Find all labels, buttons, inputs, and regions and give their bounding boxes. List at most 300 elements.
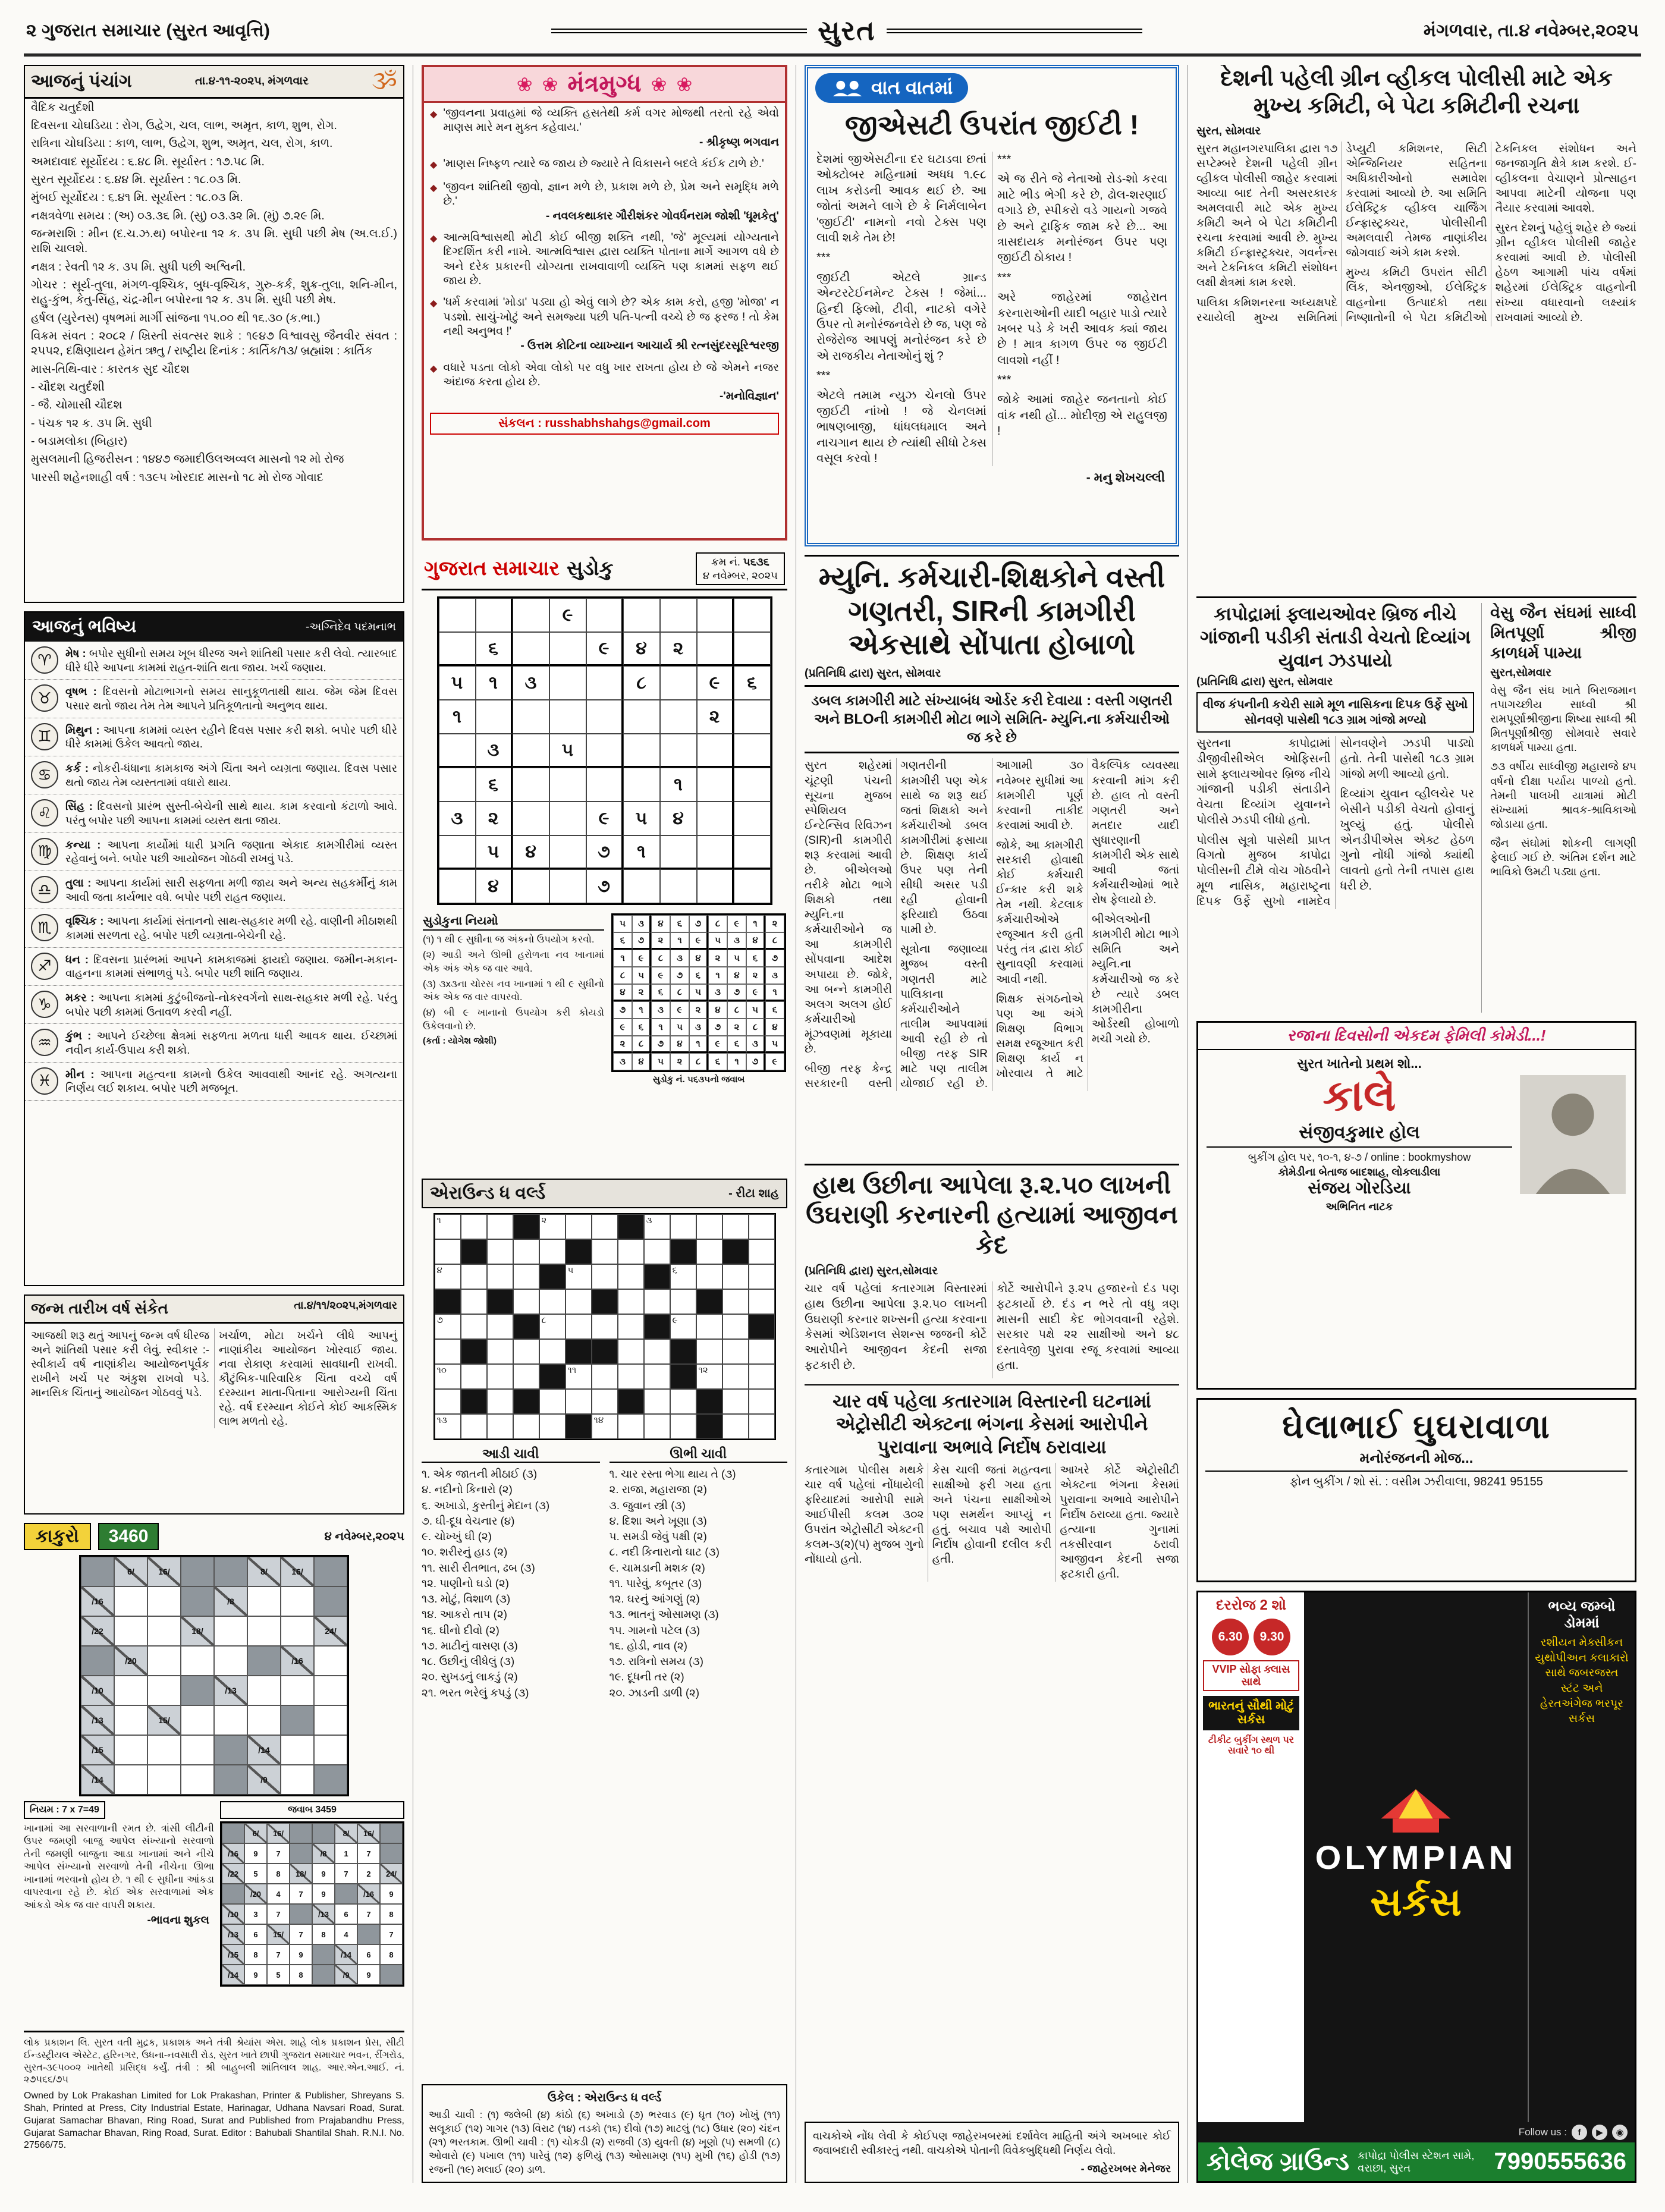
- crossword-cell[interactable]: [435, 1389, 461, 1414]
- circus-center: [1309, 1592, 1523, 2122]
- crossword-cell[interactable]: [539, 1239, 566, 1264]
- crossword-cell[interactable]: [644, 1314, 670, 1339]
- kakuro-cell[interactable]: [314, 1646, 347, 1676]
- kakuro-cell[interactable]: [147, 1765, 181, 1795]
- crossword-cell[interactable]: [513, 1389, 539, 1414]
- sudoku-cell[interactable]: [549, 666, 586, 700]
- sudoku-cell[interactable]: [734, 632, 771, 666]
- sudoku-cell[interactable]: [660, 835, 697, 869]
- crossword-cell[interactable]: ૨: [539, 1214, 566, 1239]
- crossword-cell[interactable]: [566, 1289, 592, 1314]
- byline-dateline: સુરત, સોમવાર: [1268, 675, 1333, 689]
- crossword-cell[interactable]: [618, 1264, 644, 1289]
- crossword-cell[interactable]: [670, 1239, 696, 1264]
- kakuro-cell[interactable]: [114, 1676, 147, 1705]
- sudoku-cell[interactable]: [439, 768, 476, 802]
- sudoku-cell[interactable]: [623, 869, 660, 903]
- sudoku-cell[interactable]: ૧: [660, 768, 697, 802]
- sudoku-cell[interactable]: [734, 835, 771, 869]
- crossword-cell[interactable]: ૧૩: [435, 1414, 461, 1439]
- sudoku-cell[interactable]: ૨: [476, 802, 513, 835]
- crossword-cell[interactable]: [539, 1389, 566, 1414]
- kakuro-cell[interactable]: [281, 1735, 314, 1765]
- kakuro-number: 3460: [98, 1523, 159, 1550]
- kapodra-headline: કાપોદ્રામાં ફ્લાયઓવર બ્રિજ નીચે ગાંજાની પડીકી સંતાડી વેચતો દિવ્યાંગ યુવાન ઝડપાયો: [1200, 604, 1471, 671]
- kakuro-cell[interactable]: [214, 1616, 247, 1646]
- crossword-cell[interactable]: [592, 1389, 618, 1414]
- kakuro-cell[interactable]: [247, 1616, 281, 1646]
- crossword-cell[interactable]: [487, 1364, 513, 1389]
- sudoku-cell[interactable]: ૯: [697, 666, 734, 700]
- sudoku-cell[interactable]: [623, 598, 660, 632]
- sudoku-cell[interactable]: [513, 632, 549, 666]
- sudoku-cell[interactable]: [439, 869, 476, 903]
- crossword-cell[interactable]: [539, 1364, 566, 1389]
- sudoku-cell[interactable]: [623, 700, 660, 734]
- crossword-cell[interactable]: [749, 1414, 775, 1439]
- crossword-cell[interactable]: [644, 1264, 670, 1289]
- kakuro-cell[interactable]: [81, 1646, 114, 1676]
- crossword-cell[interactable]: ૧૨: [696, 1364, 722, 1389]
- crossword-cell[interactable]: [618, 1364, 644, 1389]
- crossword-cell[interactable]: [461, 1264, 487, 1289]
- sudoku-cell[interactable]: [586, 734, 623, 768]
- sudoku-cell[interactable]: ૫: [623, 802, 660, 835]
- sudoku-cell[interactable]: [476, 598, 513, 632]
- kakuro-cell[interactable]: [247, 1646, 281, 1676]
- sudoku-cell[interactable]: [513, 869, 549, 903]
- crossword-cell[interactable]: [722, 1364, 749, 1389]
- ad-drama[interactable]: [1196, 1021, 1636, 1390]
- kakuro-cell[interactable]: [247, 1586, 281, 1616]
- sudoku-cell[interactable]: [439, 734, 476, 768]
- kakuro-cell[interactable]: [314, 1735, 347, 1765]
- crossword-cell[interactable]: [722, 1389, 749, 1414]
- crossword-cell[interactable]: [566, 1389, 592, 1414]
- kakuro-cell[interactable]: 6/: [114, 1557, 147, 1586]
- kakuro-cell[interactable]: /10: [81, 1676, 114, 1705]
- sudoku-cell[interactable]: [549, 802, 586, 835]
- crossword-cell[interactable]: [722, 1314, 749, 1339]
- crossword-cell[interactable]: [487, 1214, 513, 1239]
- crossword-cell[interactable]: [566, 1214, 592, 1239]
- kakuro-solution-cell: 7: [267, 1944, 290, 1965]
- crossword-cell[interactable]: [722, 1289, 749, 1314]
- kakuro-cell[interactable]: [281, 1676, 314, 1705]
- kakuro-cell[interactable]: [181, 1557, 214, 1586]
- kakuro-cell[interactable]: [314, 1676, 347, 1705]
- crossword-cell[interactable]: [539, 1289, 566, 1314]
- crossword-cell[interactable]: [461, 1414, 487, 1439]
- kakuro-cell[interactable]: [314, 1557, 347, 1586]
- crossword-cell[interactable]: [592, 1339, 618, 1364]
- kakuro-cell[interactable]: /14: [247, 1735, 281, 1765]
- crossword-cell[interactable]: [618, 1289, 644, 1314]
- crossword-cell[interactable]: [539, 1414, 566, 1439]
- sudoku-cell[interactable]: ૪: [513, 835, 549, 869]
- kakuro-cell[interactable]: [181, 1705, 214, 1735]
- sudoku-cell[interactable]: [549, 768, 586, 802]
- crossword-cell[interactable]: ૧: [435, 1214, 461, 1239]
- crossword-cell[interactable]: [435, 1239, 461, 1264]
- facebook-icon[interactable]: [1572, 2125, 1587, 2140]
- sudoku-cell[interactable]: [734, 598, 771, 632]
- sudoku-cell[interactable]: [549, 700, 586, 734]
- kakuro-cell[interactable]: /16: [81, 1586, 114, 1616]
- kakuro-cell[interactable]: [214, 1735, 247, 1765]
- crossword-cell[interactable]: [461, 1289, 487, 1314]
- crossword-cell[interactable]: [749, 1214, 775, 1239]
- kakuro-cell[interactable]: /8: [214, 1586, 247, 1616]
- crossword-cell[interactable]: [513, 1414, 539, 1439]
- panchang-line: મુંબઈ સૂર્યોદય : ૬.૪૧ મિ. સૂર્યાસ્ત : ૧૮.૦૩ મિ.: [31, 191, 243, 205]
- youtube-icon[interactable]: [1592, 2125, 1607, 2140]
- crossword-cell[interactable]: ૫: [566, 1264, 592, 1289]
- sudoku-cell[interactable]: [697, 802, 734, 835]
- crossword-cell[interactable]: ૪: [435, 1264, 461, 1289]
- kakuro-cell[interactable]: [314, 1765, 347, 1795]
- crossword-cell[interactable]: [618, 1414, 644, 1439]
- sudoku-cell[interactable]: [697, 835, 734, 869]
- sudoku-cell[interactable]: [549, 869, 586, 903]
- birth-year-header: [25, 1296, 403, 1324]
- crossword-author: - રીટા શાહ: [728, 1186, 779, 1200]
- quote-body: [443, 361, 779, 404]
- crossword-cell[interactable]: [749, 1314, 775, 1339]
- crossword-cell[interactable]: [749, 1389, 775, 1414]
- sudoku-cell[interactable]: [734, 734, 771, 768]
- sudoku-cell[interactable]: [586, 666, 623, 700]
- sudoku-cell[interactable]: ૫: [476, 835, 513, 869]
- sudoku-cell[interactable]: [586, 768, 623, 802]
- sudoku-solution-row: [613, 1053, 784, 1070]
- lotus-icon: [517, 73, 533, 96]
- crossword-cell[interactable]: [461, 1364, 487, 1389]
- sudoku-cell[interactable]: [513, 802, 549, 835]
- sudoku-cell[interactable]: ૬: [476, 768, 513, 802]
- crossword-cell[interactable]: [696, 1214, 722, 1239]
- sudoku-cell[interactable]: ૧: [623, 835, 660, 869]
- crossword-grid[interactable]: [433, 1213, 776, 1440]
- hath-sub-article: [805, 1384, 1179, 1582]
- sudoku-solution-cell: ૪: [746, 932, 765, 950]
- phone-number[interactable]: 7990555636: [1494, 2148, 1626, 2175]
- kakuro-cell[interactable]: /13: [81, 1705, 114, 1735]
- crossword-cell[interactable]: [435, 1289, 461, 1314]
- sudoku-cell[interactable]: [734, 768, 771, 802]
- sudoku-cell[interactable]: [586, 700, 623, 734]
- sudoku-cell[interactable]: [697, 768, 734, 802]
- crossword-cell[interactable]: [513, 1339, 539, 1364]
- crossword-cell[interactable]: [749, 1264, 775, 1289]
- crossword-cell[interactable]: [539, 1339, 566, 1364]
- crossword-cell[interactable]: [722, 1214, 749, 1239]
- kakuro-cell[interactable]: 15/: [147, 1705, 181, 1735]
- sudoku-cell[interactable]: ૬: [734, 666, 771, 700]
- kakuro-cell[interactable]: /14: [81, 1765, 114, 1795]
- sudoku-cell[interactable]: ૫: [549, 734, 586, 768]
- sudoku-cell[interactable]: ૭: [586, 835, 623, 869]
- crossword-cell[interactable]: [513, 1364, 539, 1389]
- kakuro-cell[interactable]: [214, 1557, 247, 1586]
- byline-credit: (પ્રતિનિધિ દ્વારા): [805, 1265, 874, 1278]
- crossword-cell[interactable]: [670, 1389, 696, 1414]
- crossword-cell[interactable]: [696, 1264, 722, 1289]
- kakuro-cell[interactable]: [214, 1646, 247, 1676]
- crossword-cell[interactable]: [696, 1389, 722, 1414]
- crossword-cell[interactable]: [722, 1339, 749, 1364]
- crossword-cell[interactable]: [566, 1314, 592, 1339]
- sudoku-cell[interactable]: ૯: [586, 632, 623, 666]
- sudoku-cell[interactable]: [513, 734, 549, 768]
- zodiac-icon: ♎: [31, 876, 58, 903]
- sudoku-cell[interactable]: [513, 700, 549, 734]
- sudoku-cell[interactable]: ૧: [439, 700, 476, 734]
- crossword-cell[interactable]: [566, 1239, 592, 1264]
- sudoku-cell[interactable]: [623, 768, 660, 802]
- crossword-cell[interactable]: [487, 1239, 513, 1264]
- crossword-cell[interactable]: [618, 1214, 644, 1239]
- crossword-cell[interactable]: ૧૪: [592, 1414, 618, 1439]
- sudoku-cell[interactable]: ૬: [476, 632, 513, 666]
- kakuro-cell[interactable]: 16/: [281, 1557, 314, 1586]
- crossword-cell[interactable]: [644, 1389, 670, 1414]
- sudoku-cell[interactable]: ૧: [476, 666, 513, 700]
- crossword-cell[interactable]: [696, 1339, 722, 1364]
- kakuro-cell[interactable]: [147, 1586, 181, 1616]
- sudoku-cell[interactable]: [697, 869, 734, 903]
- crossword-cell[interactable]: [513, 1239, 539, 1264]
- kakuro-cell[interactable]: /16: [281, 1646, 314, 1676]
- kakuro-cell[interactable]: [114, 1586, 147, 1616]
- crossword-cell[interactable]: [644, 1339, 670, 1364]
- kakuro-cell[interactable]: [181, 1646, 214, 1676]
- crossword-cell[interactable]: [696, 1414, 722, 1439]
- kakuro-cell[interactable]: 24/: [314, 1616, 347, 1646]
- crossword-cell[interactable]: [722, 1264, 749, 1289]
- crossword-cell[interactable]: [696, 1314, 722, 1339]
- sudoku-grid[interactable]: [437, 596, 772, 905]
- kakuro-cell[interactable]: [147, 1735, 181, 1765]
- sudoku-cell[interactable]: ૨: [697, 700, 734, 734]
- sudoku-cell[interactable]: ૨: [660, 632, 697, 666]
- sudoku-solution-cell: ૮: [689, 1053, 708, 1070]
- sudoku-cell[interactable]: [660, 700, 697, 734]
- kakuro-cell[interactable]: [181, 1735, 214, 1765]
- crossword-cell[interactable]: [592, 1214, 618, 1239]
- kakuro-cell[interactable]: [314, 1705, 347, 1735]
- kakuro-cell[interactable]: /13: [214, 1676, 247, 1705]
- kakuro-cell[interactable]: [114, 1735, 147, 1765]
- kakuro-cell[interactable]: [147, 1676, 181, 1705]
- sudoku-solution-cell: ૭: [651, 1036, 670, 1053]
- sudoku-cell[interactable]: ૫: [439, 666, 476, 700]
- crossword-cell[interactable]: [749, 1339, 775, 1364]
- kakuro-cell[interactable]: [314, 1586, 347, 1616]
- sudoku-cell[interactable]: [549, 835, 586, 869]
- sudoku-cell[interactable]: [513, 768, 549, 802]
- zodiac-icon: ♉: [31, 684, 58, 712]
- crossword-cell[interactable]: [592, 1289, 618, 1314]
- sudoku-cell[interactable]: [660, 869, 697, 903]
- crossword-cell[interactable]: [435, 1339, 461, 1364]
- kakuro-cell[interactable]: /22: [81, 1616, 114, 1646]
- crossword-cell[interactable]: [618, 1314, 644, 1339]
- crossword-cell[interactable]: ૬: [670, 1264, 696, 1289]
- sudoku-cell[interactable]: [697, 734, 734, 768]
- kakuro-cell[interactable]: [247, 1705, 281, 1735]
- crossword-cell[interactable]: [513, 1214, 539, 1239]
- crossword-cell[interactable]: [461, 1339, 487, 1364]
- kakuro-cell[interactable]: [281, 1765, 314, 1795]
- kakuro-cell[interactable]: [147, 1616, 181, 1646]
- ghelabhai-booking[interactable]: ફોન બુકીંગ / શો સં. : વસીમ ઝરીવાલા, 98241 95155: [1205, 1471, 1628, 1489]
- kakuro-grid[interactable]: [79, 1555, 349, 1796]
- sudoku-cell[interactable]: [586, 598, 623, 632]
- sudoku-cell[interactable]: [697, 632, 734, 666]
- crossword-cell[interactable]: [461, 1239, 487, 1264]
- crossword-cell[interactable]: [749, 1289, 775, 1314]
- contact-email[interactable]: સંકલન : russhabhshahgs@gmail.com: [430, 413, 779, 435]
- instagram-icon[interactable]: [1612, 2125, 1628, 2140]
- sudoku-cell[interactable]: [734, 802, 771, 835]
- crossword-cell[interactable]: [513, 1289, 539, 1314]
- kakuro-cell[interactable]: /9: [247, 1765, 281, 1795]
- sudoku-cell[interactable]: ૮: [623, 666, 660, 700]
- ad-circus[interactable]: [1196, 1591, 1636, 2183]
- sudoku-solution-row: [613, 967, 784, 984]
- kakuro-cell[interactable]: [114, 1705, 147, 1735]
- crossword-cell[interactable]: [670, 1339, 696, 1364]
- crossword-cell[interactable]: [644, 1364, 670, 1389]
- sudoku-cell[interactable]: ૯: [549, 598, 586, 632]
- panchang-line: - જૈ. ચોમાસી ચૌદશ: [31, 398, 122, 412]
- crossword-cell[interactable]: [592, 1264, 618, 1289]
- crossword-cell[interactable]: [670, 1414, 696, 1439]
- crossword-cell[interactable]: [513, 1314, 539, 1339]
- kakuro-cell[interactable]: [214, 1765, 247, 1795]
- sudoku-cell[interactable]: [439, 598, 476, 632]
- crossword-cell[interactable]: [487, 1264, 513, 1289]
- sudoku-cell[interactable]: [439, 835, 476, 869]
- kakuro-cell[interactable]: [281, 1616, 314, 1646]
- sudoku-cell[interactable]: ૪: [476, 869, 513, 903]
- kakuro-cell[interactable]: [114, 1765, 147, 1795]
- sudoku-cell[interactable]: [549, 632, 586, 666]
- sudoku-cell[interactable]: ૩: [476, 734, 513, 768]
- sudoku-cell[interactable]: [734, 700, 771, 734]
- crossword-cell[interactable]: [461, 1214, 487, 1239]
- sudoku-cell[interactable]: [623, 734, 660, 768]
- kakuro-cell[interactable]: /20: [114, 1646, 147, 1676]
- kakuro-cell[interactable]: [81, 1557, 114, 1586]
- crossword-cell[interactable]: [644, 1414, 670, 1439]
- kakuro-cell[interactable]: [281, 1705, 314, 1735]
- kakuro-solution-cell: 8: [244, 1944, 267, 1965]
- kakuro-section: [24, 1523, 404, 2022]
- crossword-cell[interactable]: [566, 1414, 592, 1439]
- crossword-cell[interactable]: [644, 1289, 670, 1314]
- kakuro-cell[interactable]: [281, 1586, 314, 1616]
- crossword-cell[interactable]: [592, 1239, 618, 1264]
- crossword-cell[interactable]: [487, 1314, 513, 1339]
- crossword-cell[interactable]: [618, 1339, 644, 1364]
- crossword-cell[interactable]: [722, 1414, 749, 1439]
- crossword-cell[interactable]: [487, 1389, 513, 1414]
- crossword-cell[interactable]: [487, 1339, 513, 1364]
- crossword-cell[interactable]: ૧૦: [435, 1364, 461, 1389]
- ad-ghelabhai[interactable]: [1196, 1398, 1636, 1582]
- kakuro-cell[interactable]: [214, 1705, 247, 1735]
- crossword-cell[interactable]: ૧૧: [566, 1364, 592, 1389]
- kakuro-cell[interactable]: 18/: [181, 1616, 214, 1646]
- booking-info[interactable]: બુકીંગ હોલ પર, ૧૦-૧, ૪-૭ / online : bookmyshow: [1207, 1146, 1512, 1164]
- crossword-cell[interactable]: ૭: [435, 1314, 461, 1339]
- kakuro-cell[interactable]: [247, 1676, 281, 1705]
- crossword-cell[interactable]: [749, 1239, 775, 1264]
- crossword-cell[interactable]: [670, 1214, 696, 1239]
- sudoku-cell[interactable]: [660, 734, 697, 768]
- sudoku-cell[interactable]: ૭: [586, 869, 623, 903]
- sudoku-cell[interactable]: [439, 632, 476, 666]
- crossword-cell[interactable]: [461, 1389, 487, 1414]
- sudoku-cell[interactable]: ૩: [513, 666, 549, 700]
- crossword-cell[interactable]: ૯: [670, 1314, 696, 1339]
- crossword-cell[interactable]: ૩: [644, 1214, 670, 1239]
- crossword-cell[interactable]: ૮: [539, 1314, 566, 1339]
- sudoku-cell[interactable]: [476, 700, 513, 734]
- crossword-cell[interactable]: [696, 1289, 722, 1314]
- crossword-cell[interactable]: [592, 1364, 618, 1389]
- kakuro-solution-cell: 8: [267, 1864, 290, 1884]
- crossword-cell[interactable]: [618, 1389, 644, 1414]
- kakuro-cell[interactable]: [181, 1586, 214, 1616]
- muni-headline: મ્યુનિ. કર્મચારી-શિક્ષકોને વસ્તી ગણતરી, SIRની કામગીરી એકસાથે સોંપાતા હોબાળો: [818, 562, 1166, 661]
- crossword-cell[interactable]: [513, 1264, 539, 1289]
- crossword-cell[interactable]: [539, 1264, 566, 1289]
- crossword-cell[interactable]: [566, 1339, 592, 1364]
- sudoku-cell[interactable]: [660, 598, 697, 632]
- sudoku-cell[interactable]: [513, 598, 549, 632]
- sudoku-cell[interactable]: ૯: [586, 802, 623, 835]
- crossword-cell[interactable]: [749, 1364, 775, 1389]
- crossword-cell[interactable]: [670, 1364, 696, 1389]
- crossword-cell[interactable]: [644, 1239, 670, 1264]
- sudoku-cell[interactable]: [697, 598, 734, 632]
- kakuro-cell[interactable]: /15: [81, 1735, 114, 1765]
- sudoku-cell[interactable]: ૪: [660, 802, 697, 835]
- kakuro-cell[interactable]: [181, 1676, 214, 1705]
- sudoku-cell[interactable]: ૩: [439, 802, 476, 835]
- sudoku-cell[interactable]: [660, 666, 697, 700]
- kakuro-cell[interactable]: [114, 1616, 147, 1646]
- crossword-cell[interactable]: [592, 1314, 618, 1339]
- kakuro-cell[interactable]: [147, 1646, 181, 1676]
- crossword-cell[interactable]: [722, 1239, 749, 1264]
- sudoku-cell[interactable]: [734, 869, 771, 903]
- crossword-cell[interactable]: [696, 1239, 722, 1264]
- crossword-cell[interactable]: [618, 1239, 644, 1264]
- crossword-cell[interactable]: [670, 1289, 696, 1314]
- crossword-cell[interactable]: [487, 1289, 513, 1314]
- kakuro-cell[interactable]: 8/: [247, 1557, 281, 1586]
- kakuro-cell[interactable]: 16/: [147, 1557, 181, 1586]
- sudoku-cell[interactable]: ૪: [623, 632, 660, 666]
- kakuro-cell[interactable]: [181, 1765, 214, 1795]
- crossword-cell[interactable]: [487, 1414, 513, 1439]
- crossword-cell[interactable]: [461, 1314, 487, 1339]
- actor-photo: [1519, 1075, 1626, 1194]
